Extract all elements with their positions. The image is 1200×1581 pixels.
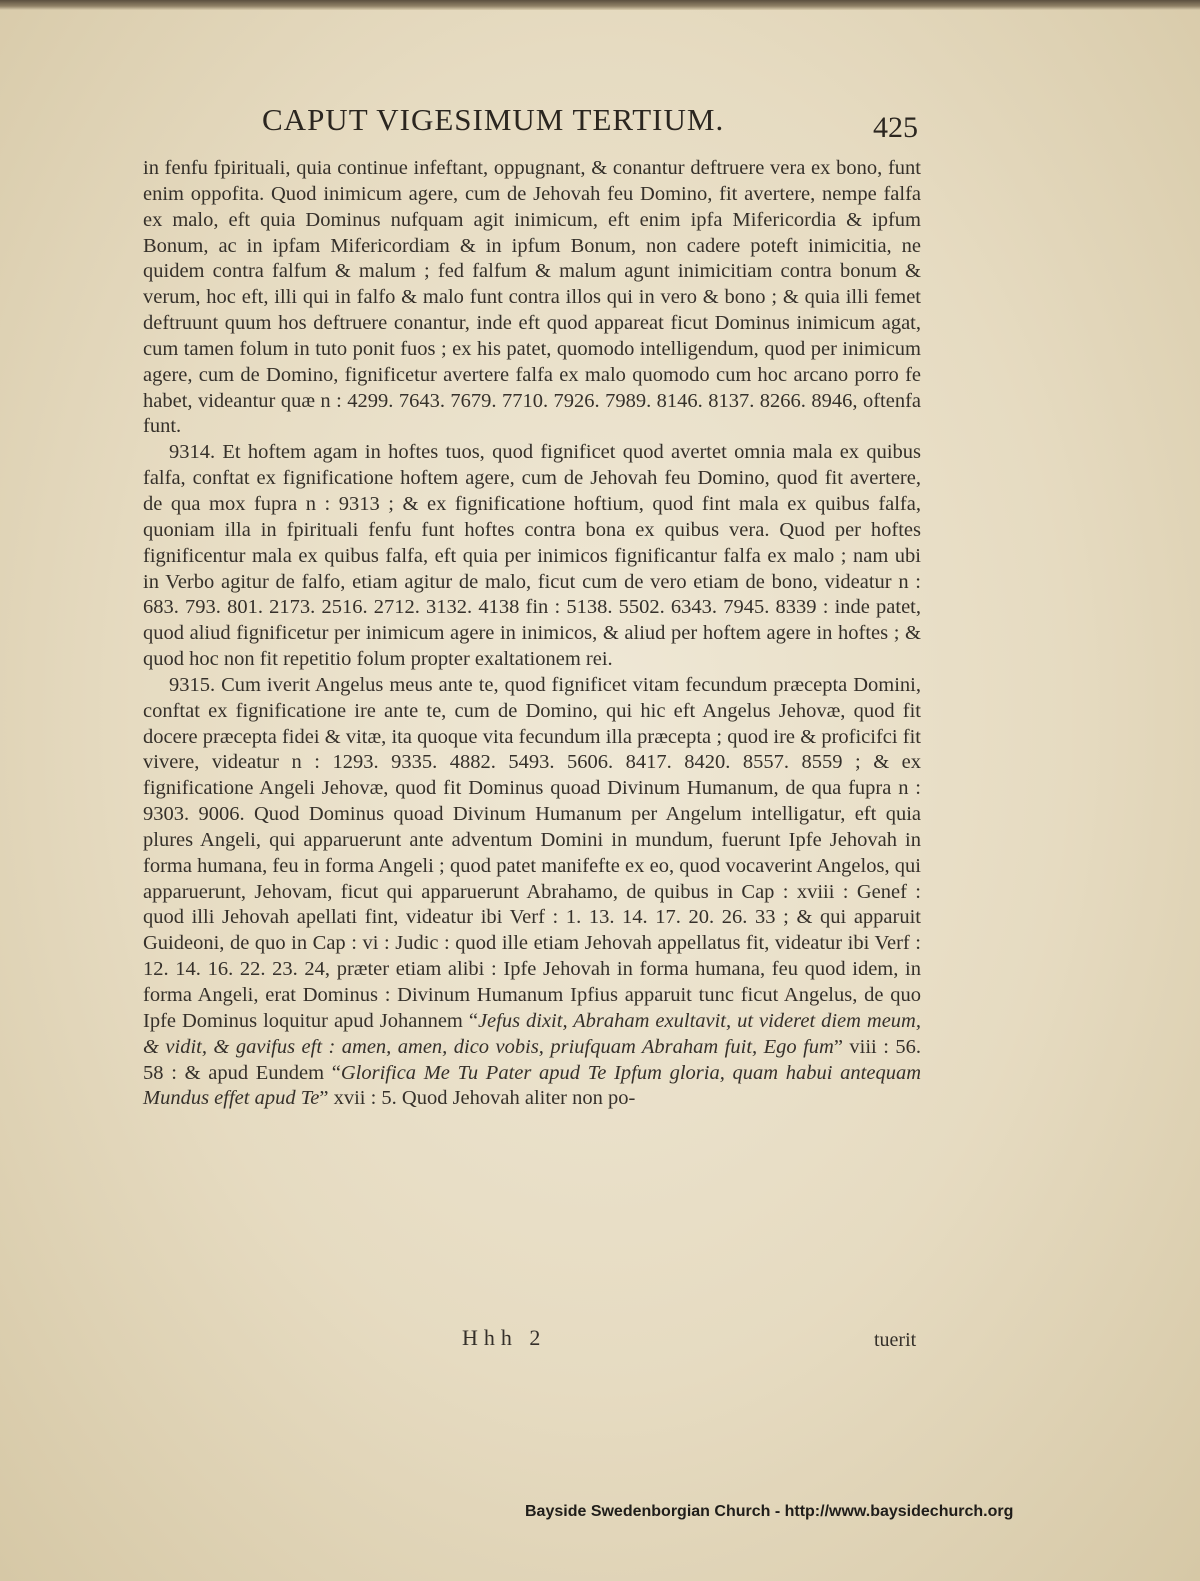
- paragraph-9315-tail: ” xvii : 5. Quod Jehovah aliter non po-: [319, 1087, 636, 1110]
- italic-quote-john-17: Glorifica Me Tu Pater apud Te Ipfum gloria, quam habui antequam Mundus effet apud Te: [143, 1061, 921, 1110]
- source-watermark: Bayside Swedenborgian Church - http://www.baysidechurch.org: [525, 1503, 1014, 1520]
- catchword: tuerit: [874, 1329, 917, 1351]
- paragraph-9315-mid: ” viii : 56. 58 : & apud Eundem “: [143, 1035, 921, 1084]
- paragraph-9315: [143, 673, 921, 1112]
- signature-mark: Hhh 2: [462, 1325, 547, 1350]
- top-edge-shadow: [0, 0, 1200, 10]
- book-page: [0, 10, 1200, 1581]
- page-number: 425: [873, 111, 918, 144]
- body-text: [143, 156, 921, 1112]
- paragraph-9314: 9314. Et hoftem agam in hoftes tuos, quod fignificet quod avertet omnia mala ex quibus falfa, conftat ex fignificatione hoftem agere, cum de Jehovah feu Domino, quod fit avertere, de qua mox fupra n : 9313 ; & ex fignificatione hoftium, quod fint mala ex quibus falfa, quoniam illa in fpirituali fenfu funt hoftes contra bona ex quibus vera. Quod per hoftes fignificentur mala ex quibus falfa, eft quia per inimicos fignificantur falfa ex malo ; nam ubi in Verbo agitur de falfo, etiam agitur de malo, ficut cum de vero etiam de bono, videatur n : 683. 793. 801. 2173. 2516. 2712. 3132. 4138 fin : 5138. 5502. 6343. 7945. 8339 : inde patet, quod aliud fignificetur per inimicum agere in inimicos, & aliud per hoftem agere in hoftes ; & quod hoc non fit repetitio folum propter exaltationem rei.: [143, 441, 921, 671]
- paragraph-9315-text: 9315. Cum iverit Angelus meus ante te, quod fignificet vitam fecundum præcepta Domini, conftat ex fignificatione ire ante te, cum de Domino, qui hic eft Angelus Jehovæ, quod fit docere præcepta fidei & vitæ, ita quoque vita fecundum illa præcepta ; quod ire & proficifci fit vivere, videatur n : 1293. 9335. 4882. 5493. 5606. 8417. 8420. 8557. 8559 ; & ex fignificatione Angeli Jehovæ, quod fit Dominus quoad Divinum Humanum, de qua fupra n : 9303. 9006. Quod Dominus quoad Divinum Humanum per Angelum intelligatur, eft quia plures Angeli, qui apparuerunt ante adventum Domini in mundum, fuerunt Ipfe Jehovah in forma humana, feu in forma Angeli ; quod patet manifefte ex eo, quod vocaverint Angelos, qui apparuerunt, Jehovam, ficut qui apparuerunt Abrahamo, de quibus in Cap : xviii : Genef : quod illi Jehovah apellati fint, videatur ibi Verf : 1. 13. 14. 17. 20. 26. 33 ; & qui apparuit Guideoni, de quo in Cap : vi : Judic : quod ille etiam Jehovah appellatus fit, videatur ibi Verf : 12. 14. 16. 22. 23. 24, præter etiam alibi : Ipfe Jehovah in forma humana, feu quod idem, in forma Angeli, erat Dominus : Divinum Humanum Ipfius apparuit tunc ficut Angelus, de quo Ipfe Dominus loquitur apud Johannem “: [143, 673, 921, 1032]
- paragraph-intro: in fenfu fpirituali, quia continue infeftant, oppugnant, & conantur deftruere vera ex bono, funt enim oppofita. Quod inimicum agere, cum de Jehovah feu Domino, fit avertere, nempe falfa ex malo, eft quia Dominus nufquam agit inimicum, eft enim ipfa Mifericordia & ipfum Bonum, ac in ipfam Mifericordiam & in ipfum Bonum, non cadere poteft inimicitia, ne quidem contra falfum & malum ; fed falfum & malum agunt inimicitiam contra bonum & verum, hoc eft, illi qui in falfo & malo funt contra illos qui in vero & bono ; & quia illi femet deftruunt quum hos deftruere conantur, inde eft quod appareat ficut Dominus inimicum agat, cum tamen folum in tuto ponit fuos ; ex his patet, quomodo intelligendum, quod per inimicum agere, cum de Domino, fignificetur avertere falfa ex malo quomodo cum hoc arcano porro fe habet, videantur quæ n : 4299. 7643. 7679. 7710. 7926. 7989. 8146. 8137. 8266. 8946, oftenfa funt.: [143, 157, 921, 438]
- running-head: CAPUT VIGESIMUM TERTIUM.: [262, 102, 725, 137]
- italic-quote-john-8: Jefus dixit, Abraham exultavit, ut videret diem meum, & vidit, & gavifus eft : amen, amen, dico vobis, priufquam Abraham fuit, Ego fum: [143, 1009, 921, 1058]
